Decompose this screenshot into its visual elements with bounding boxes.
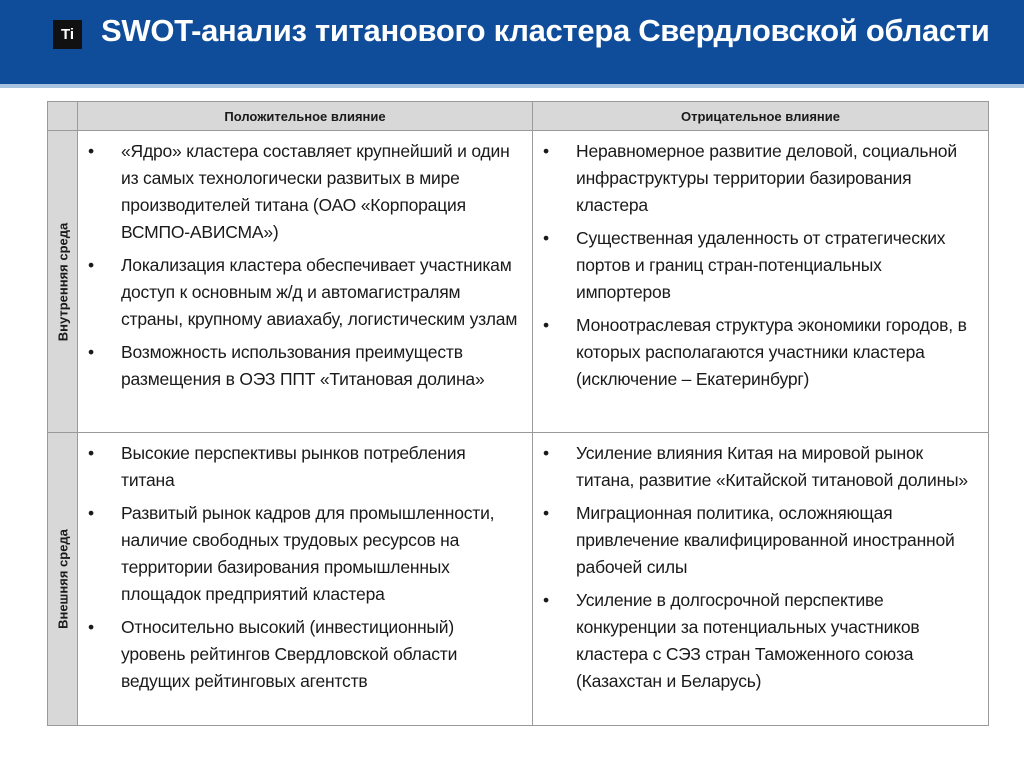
column-header-positive: Положительное влияние	[78, 102, 533, 131]
list-item-text: «Ядро» кластера составляет крупнейший и один из самых технологически развитых в мире производителей титана (ОАО «Корпорация ВСМПО-АВИСМА»)	[121, 141, 510, 242]
list-external-negative	[533, 433, 988, 701]
list-item	[88, 614, 522, 695]
list-internal-positive	[78, 131, 532, 399]
list-internal-negative	[533, 131, 988, 399]
list-item-text: Возможность использования преимуществ размещения в ОЭЗ ППТ «Титановая долина»	[121, 342, 485, 389]
row-label-external: Внешняя среда	[55, 529, 70, 629]
list-item-text: Развитый рынок кадров для промышленности, наличие свободных трудовых ресурсов на территории базирования промышленных площадок предприятий кластера	[121, 503, 495, 604]
swot-table	[47, 101, 989, 726]
list-item-text: Неравномерное развитие деловой, социальной инфраструктуры территории базирования кластера	[576, 141, 957, 215]
bullet-icon: •	[543, 590, 549, 610]
cell-external-negative	[533, 433, 989, 726]
list-item	[543, 587, 978, 695]
bullet-icon: •	[88, 503, 94, 523]
table-row-external	[48, 433, 989, 726]
list-item-text: Существенная удаленность от стратегических портов и границ стран-потенциальных импортеров	[576, 228, 946, 302]
list-item-text: Относительно высокий (инвестиционный) уровень рейтингов Свердловской области ведущих рейтинговых агентств	[121, 617, 458, 691]
list-item-text: Миграционная политика, осложняющая привлечение квалифицированной иностранной рабочей силы	[576, 503, 955, 577]
list-item-text: Моноотраслевая структура экономики городов, в которых располагаются участники кластера (исключение – Екатеринбург)	[576, 315, 967, 389]
list-item	[543, 440, 978, 494]
list-item	[88, 138, 522, 246]
bullet-icon: •	[88, 617, 94, 637]
bullet-icon: •	[543, 315, 549, 335]
bullet-icon: •	[88, 255, 94, 275]
row-label-internal: Внутренняя среда	[55, 222, 70, 341]
page-title: SWOT-анализ титанового кластера Свердловской области	[101, 13, 990, 48]
bullet-icon: •	[88, 141, 94, 161]
list-item	[88, 500, 522, 608]
row-header-internal	[48, 131, 78, 433]
list-item	[88, 339, 522, 393]
list-item	[543, 312, 978, 393]
list-item-text: Локализация кластера обеспечивает участникам доступ к основным ж/д и автомагистралям страны, крупному авиахабу, логистическим узлам	[121, 255, 518, 329]
list-item	[88, 440, 522, 494]
bullet-icon: •	[543, 141, 549, 161]
list-item-text: Высокие перспективы рынков потребления титана	[121, 443, 466, 490]
cell-internal-negative	[533, 131, 989, 433]
list-item	[543, 225, 978, 306]
cell-internal-positive	[78, 131, 533, 433]
list-item-text: Усиление влияния Китая на мировой рынок титана, развитие «Китайской титановой долины»	[576, 443, 968, 490]
cell-external-positive	[78, 433, 533, 726]
header-divider	[0, 84, 1024, 88]
table-header-row	[48, 102, 989, 131]
column-header-negative: Отрицательное влияние	[533, 102, 989, 131]
list-item	[543, 138, 978, 219]
header-bar	[0, 0, 1024, 84]
bullet-icon: •	[543, 443, 549, 463]
table-corner-cell	[48, 102, 78, 131]
bullet-icon: •	[88, 443, 94, 463]
row-header-external	[48, 433, 78, 726]
table-row-internal	[48, 131, 989, 433]
bullet-icon: •	[543, 503, 549, 523]
bullet-icon: •	[543, 228, 549, 248]
titanium-logo: Ti	[53, 20, 82, 49]
list-item	[88, 252, 522, 333]
bullet-icon: •	[88, 342, 94, 362]
list-item-text: Усиление в долгосрочной перспективе конкуренции за потенциальных участников кластера с СЭЗ стран Таможенного союза (Казахстан и Беларусь)	[576, 590, 920, 691]
list-item	[543, 500, 978, 581]
list-external-positive	[78, 433, 532, 701]
